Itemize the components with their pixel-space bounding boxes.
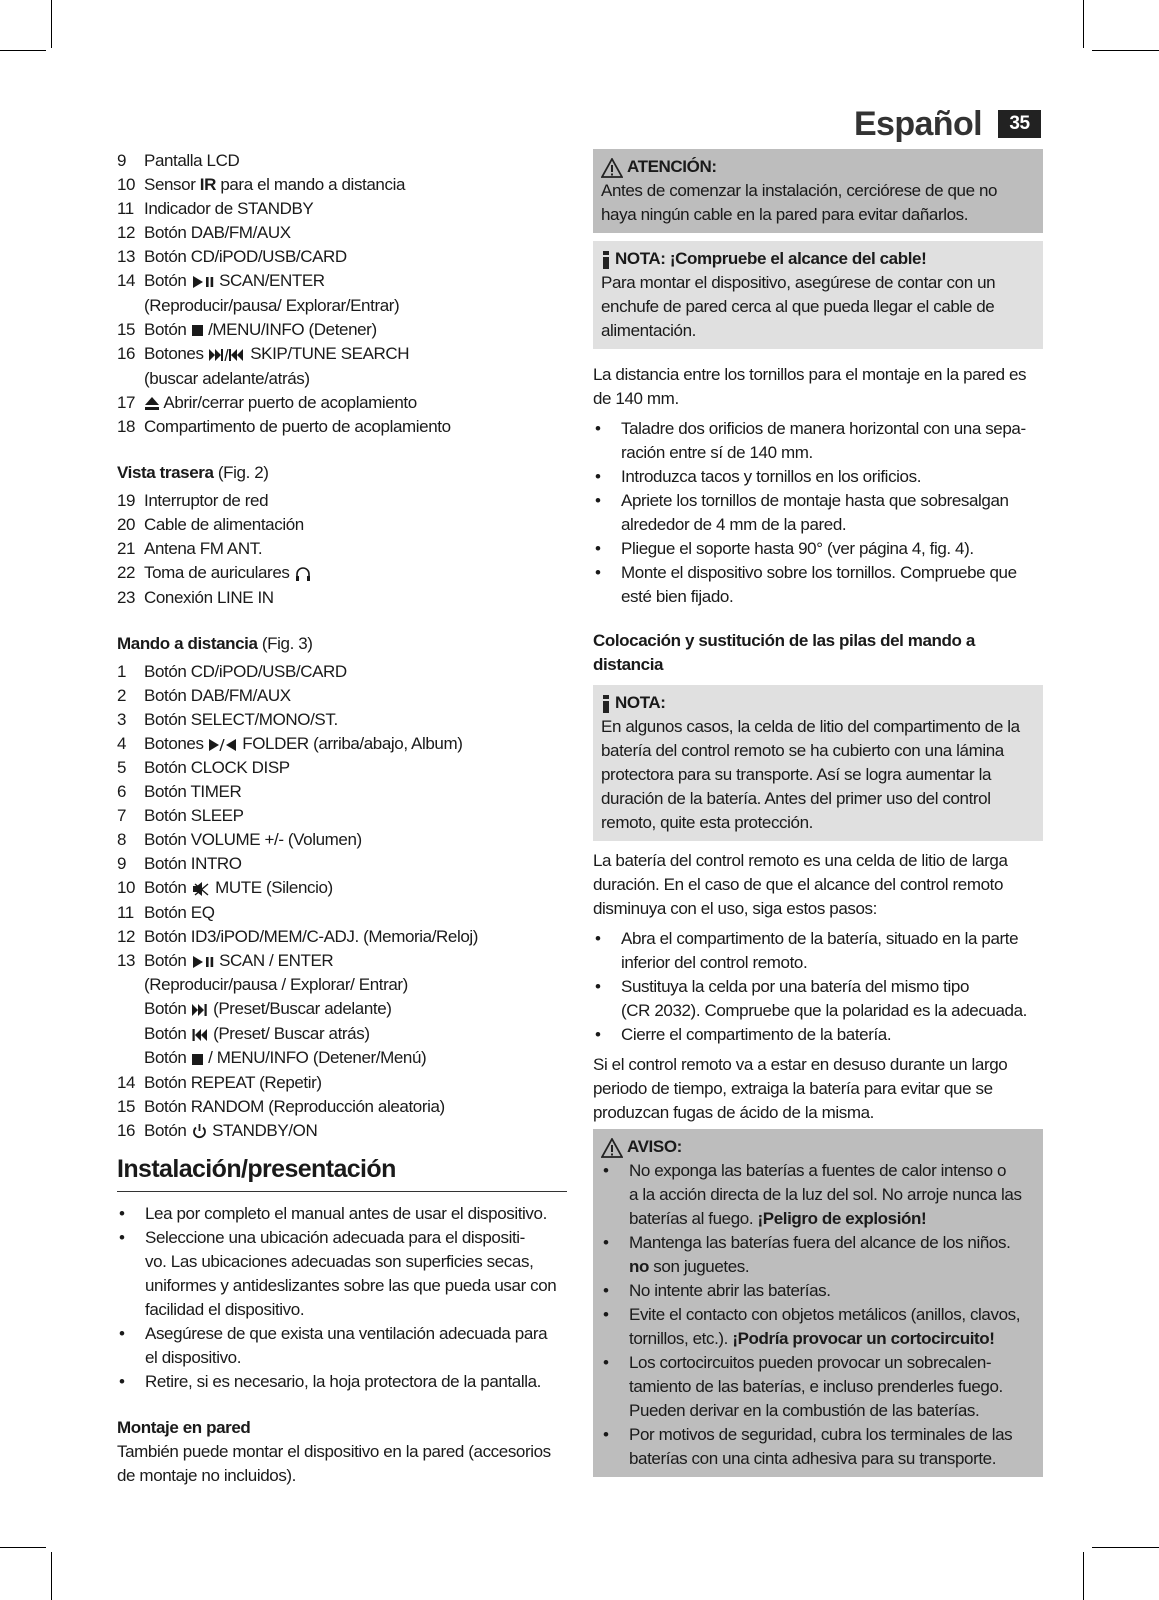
attention-text: Antes de comenzar la instalación, cerciórese de que no haya ningún cable en la pared para evitar dañarlos.: [601, 181, 998, 224]
list-item: 10 Sensor IR para el mando a distancia: [117, 173, 567, 197]
bullet-item: • Abra el compartimento de la batería, situado en la parte inferior del control remoto.: [593, 927, 1043, 975]
bullet-item: • Asegúrese de que exista una ventilación adecuada para el dispositivo.: [117, 1322, 567, 1370]
crop-mark: [1092, 50, 1159, 51]
crop-mark: [1083, 1552, 1084, 1600]
list-item: 9 Pantalla LCD: [117, 149, 567, 173]
remote-control-list: [117, 660, 567, 1144]
headphones-icon: [295, 562, 311, 586]
crop-mark: [0, 1547, 46, 1548]
item-number: 10: [117, 175, 136, 194]
bullet-item: • Apriete los tornillos de montaje hasta que sobresalgan alrededor de 4 mm de la pared.: [593, 489, 1043, 537]
item-number: 16: [117, 344, 136, 364]
item-number: 16: [117, 1120, 136, 1140]
note-cable-box: [593, 241, 1043, 349]
crop-mark: [0, 50, 46, 51]
warning-triangle-icon: [601, 1135, 623, 1159]
battery-bullets: [593, 927, 1043, 1047]
rear-view-list: [117, 489, 567, 610]
list-item: 16 Botones SKIP/TUNE SEARCH (buscar adelante/atrás): [117, 344, 410, 388]
bullet-item: • Introduzca tacos y tornillos en los orificios.: [593, 465, 1043, 489]
installation-bullets: [117, 1202, 567, 1394]
item-number: 23: [117, 587, 136, 607]
note-text: En algunos casos, la celda de litio del compartimento de la batería del control remoto se ha cubierto con una lámina protectora para su transporte. Así se logra aumentar la duración de la batería. Antes del primer uso del control remoto, quite esta protección.: [601, 717, 1020, 832]
note-cable-title: NOTA: ¡Compruebe el alcance del cable!: [615, 249, 927, 268]
warning-bullet: • Por motivos de seguridad, cubra los terminales de las baterías con una cinta adhesiva para su transporte.: [601, 1423, 1035, 1471]
note-cable-text: Para montar el dispositivo, asegúrese de contar con un enchufe de pared cerca al que pueda llegar el cable de alimentación.: [601, 273, 996, 340]
stop-icon: [192, 1047, 203, 1071]
item-number: 10: [117, 878, 136, 898]
item-number: 19: [117, 491, 136, 511]
storage-text: Si el control remoto va a estar en desuso durante un largo periodo de tiempo, extraiga la batería para evitar que se produzcan fugas de ácido de la misma.: [593, 1055, 1008, 1122]
item-number: 8: [117, 830, 127, 850]
list-item: 18 Compartimento de puerto de acoplamiento: [117, 415, 567, 439]
list-item: 23 Conexión LINE IN: [117, 586, 567, 610]
left-column: [117, 149, 567, 1488]
page-header: [854, 104, 1041, 144]
list-item: 13 Botón SCAN / ENTER (Reproducir/pausa / Explorar/ Entrar) Botón (Preset/Buscar adelante) Botón (Preset/ Buscar atrás) Botón / MENU/INFO (Detener/Menú): [117, 949, 567, 1071]
prev-icon: [192, 1022, 208, 1046]
list-item: 12 Botón DAB/FM/AUX: [117, 221, 567, 245]
item-number: 15: [117, 1096, 136, 1116]
crop-mark: [51, 1552, 52, 1600]
item-number: 21: [117, 539, 136, 559]
warning-bullet: • No intente abrir las baterías.: [601, 1279, 1035, 1303]
next-icon: [192, 998, 208, 1022]
list-item: 16 Botón STANDBY/ON: [117, 1119, 567, 1144]
info-icon: [601, 247, 611, 271]
item-number: 13: [117, 950, 136, 970]
item-number: 20: [117, 515, 136, 535]
item-number: 12: [117, 223, 136, 242]
wall-mount-text: También puede montar el dispositivo en la pared (accesorios de montaje no incluidos).: [117, 1442, 551, 1486]
list-item: 13 Botón CD/iPOD/USB/CARD: [117, 245, 567, 269]
warning-bullet: • Los cortocircuitos pueden provocar un sobrecalen- tamiento de las baterías, e incluso prenderles fuego. Pueden derivar en la combustión de las baterías.: [601, 1351, 1035, 1423]
list-item: 5 Botón CLOCK DISP: [117, 756, 567, 780]
list-item: 9 Botón INTRO: [117, 852, 567, 876]
list-item: 17 Abrir/cerrar puerto de acoplamiento: [117, 391, 567, 416]
warning-title: AVISO:: [627, 1137, 682, 1156]
distance-text: La distancia entre los tornillos para el montaje en la pared es de 140 mm.: [593, 365, 1027, 408]
mute-icon: [192, 877, 210, 901]
item-number: 11: [117, 902, 134, 922]
list-item: 14 Botón REPEAT (Repetir): [117, 1071, 567, 1095]
item-number: 2: [117, 685, 127, 705]
list-item: 1 Botón CD/iPOD/USB/CARD: [117, 660, 567, 684]
warning-bullet: • Evite el contacto con objetos metálicos (anillos, clavos, tornillos, etc.). ¡Podría provocar un cortocircuito!: [601, 1303, 1035, 1351]
list-item: 11 Indicador de STANDBY: [117, 197, 567, 221]
installation-heading: Instalación/presentación: [117, 1155, 567, 1192]
item-number: 13: [117, 247, 136, 266]
item-number: 4: [117, 733, 127, 753]
list-item: 11 Botón EQ: [117, 901, 567, 925]
item-number: 15: [117, 319, 136, 339]
item-number: 11: [117, 199, 134, 218]
list-item: 20 Cable de alimentación: [117, 513, 567, 537]
bullet-item: • Taladre dos orificios de manera horizontal con una sepa- ración entre sí de 140 mm.: [593, 417, 1043, 465]
battery-heading: Colocación y sustitución de las pilas del mando a distancia: [593, 631, 975, 674]
language-title: Español: [853, 104, 982, 143]
bullet-item: • Sustituya la celda por una batería del mismo tipo (CR 2032). Compruebe que la polaridad es la adecuada.: [593, 975, 1043, 1023]
bullet-item: • Seleccione una ubicación adecuada para el dispositi- vo. Las ubicaciones adecuadas son superficies secas, uniformes y antideslizantes sobre las que pueda usar con facilidad el dispositivo.: [117, 1226, 567, 1322]
item-number: 1: [117, 661, 127, 681]
play-pause-icon: [192, 270, 214, 294]
item-number: 18: [117, 417, 136, 437]
attention-box: [593, 149, 1043, 233]
stop-icon: [192, 318, 203, 342]
info-icon: [601, 691, 611, 715]
mount-bullets: [593, 417, 1043, 609]
list-item: 8 Botón VOLUME +/- (Volumen): [117, 828, 567, 852]
note-box: [593, 685, 1043, 841]
list-item: 12 Botón ID3/iPOD/MEM/C-ADJ. (Memoria/Reloj): [117, 925, 567, 949]
list-item: 21 Antena FM ANT.: [117, 537, 567, 561]
crop-mark: [51, 0, 52, 48]
item-number: 7: [117, 806, 127, 826]
attention-title: ATENCIÓN:: [627, 157, 717, 176]
warning-bullets: [601, 1159, 1035, 1471]
warning-bullet: • Mantenga las baterías fuera del alcance de los niños. no son juguetes.: [601, 1231, 1035, 1279]
list-item: 15 Botón /MENU/INFO (Detener): [117, 318, 567, 343]
list-item: 7 Botón SLEEP: [117, 804, 567, 828]
crop-mark: [1092, 1547, 1159, 1548]
bullet-item: • Cierre el compartimento de la batería.: [593, 1023, 1043, 1047]
note-title: NOTA:: [615, 693, 666, 712]
item-number: 9: [117, 854, 127, 874]
list-item: 2 Botón DAB/FM/AUX: [117, 684, 567, 708]
list-item: 15 Botón RANDOM (Reproducción aleatoria): [117, 1095, 567, 1119]
list-item: 22 Toma de auriculares: [117, 561, 567, 586]
item-number: 12: [117, 926, 136, 946]
wall-mount-heading: Montaje en pared: [117, 1418, 251, 1438]
rear-view-heading: Vista trasera (Fig. 2): [117, 463, 269, 483]
warning-box: [593, 1129, 1043, 1477]
item-number: 17: [117, 392, 136, 412]
folder-arrows-icon: [209, 732, 237, 756]
power-icon: [192, 1119, 207, 1143]
item-number: 14: [117, 1072, 136, 1092]
device-parts-list: [117, 149, 567, 439]
warning-triangle-icon: [601, 155, 623, 179]
warning-bullet: • No exponga las baterías a fuentes de calor intenso o a la acción directa de la luz del sol. No arroje nunca las baterías al fuego. ¡Peligro de explosión!: [601, 1159, 1035, 1231]
item-number: 6: [117, 782, 127, 802]
list-item: 4 Botones FOLDER (arriba/abajo, Album): [117, 732, 567, 757]
remote-heading: Mando a distancia (Fig. 3): [117, 633, 313, 653]
play-pause-icon: [192, 949, 214, 973]
eject-icon: [145, 391, 159, 415]
item-number: 14: [117, 271, 136, 290]
item-number: 5: [117, 758, 127, 778]
list-item: 3 Botón SELECT/MONO/ST.: [117, 708, 567, 732]
battery-text: La batería del control remoto es una celda de litio de larga duración. En el caso de que el alcance del control remoto disminuya con el uso, siga estos pasos:: [593, 851, 1008, 918]
item-number: 3: [117, 709, 127, 729]
list-item: 10 Botón MUTE (Silencio): [117, 876, 567, 901]
right-column: [593, 149, 1043, 1477]
bullet-item: • Monte el dispositivo sobre los tornillos. Compruebe que esté bien fijado.: [593, 561, 1043, 609]
bullet-item: • Pliegue el soporte hasta 90° (ver página 4, fig. 4).: [593, 537, 1043, 561]
item-number: 9: [117, 151, 127, 170]
list-item: 19 Interruptor de red: [117, 489, 567, 513]
item-number: 22: [117, 563, 136, 583]
list-item: 6 Botón TIMER: [117, 780, 567, 804]
list-item: 14 Botón SCAN/ENTER (Reproducir/pausa/ Explorar/Entrar): [117, 271, 400, 315]
page-number: 35: [998, 110, 1041, 138]
crop-mark: [1083, 0, 1084, 48]
skip-icon: [209, 343, 245, 367]
bullet-item: • Lea por completo el manual antes de usar el dispositivo.: [117, 1202, 567, 1226]
bullet-item: • Retire, si es necesario, la hoja protectora de la pantalla.: [117, 1370, 567, 1394]
